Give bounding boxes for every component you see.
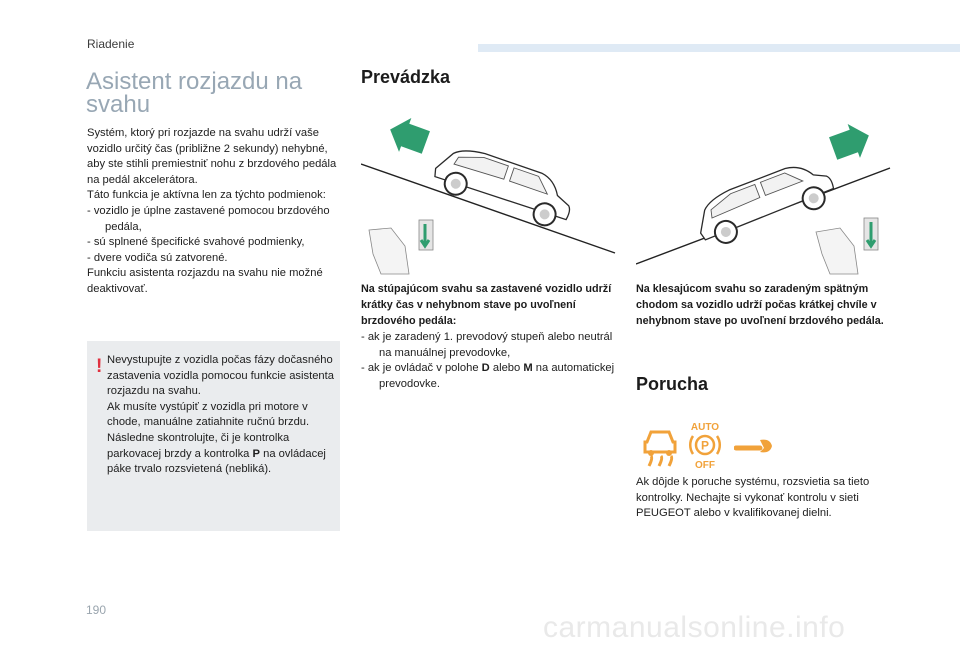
uphill-item: - ak je zaradený 1. prevodový stupeň alebo neutrál na manuálnej prevodovke, [361, 331, 613, 359]
warning-text [107, 353, 335, 478]
p-label: P [700, 438, 710, 453]
uphill-caption: Na stúpajúcom svahu sa zastavené vozidlo udrží krátky čas v nehybnom stave po uvoľnení brzdového pedála: [361, 283, 612, 327]
brake-pedal-icon [369, 220, 433, 274]
warning-line: Ak musíte vystúpiť z vozidla pri motore v chode, manuálne zatiahnite ručnú brzdu. Následne skontrolujte, či je kontrolka parkovacej brzdy a kontrolka P na ovládacej páke trvalo rozsvietená (nebliká). [107, 400, 326, 476]
auto-parking-brake-icon [685, 420, 725, 470]
uphill-item: - ak je ovládač v polohe D alebo M na automatickej prevodovke. [361, 362, 615, 390]
car-icon [690, 155, 839, 251]
intro-text [87, 126, 347, 298]
condition-item: - sú splnené špecifické svahové podmienky, [87, 236, 305, 249]
green-arrow-icon [384, 118, 432, 159]
operation-heading: Prevádzka [361, 67, 451, 87]
service-wrench-icon [734, 436, 774, 456]
car-icon [429, 140, 578, 232]
intro-paragraph: Systém, ktorý pri rozjazde na svahu udrží vaše vozidlo určitý čas (približne 2 sekundy) nehybné, aby ste stihli premiestniť nohu z brzdového pedála na pedál akcelerátora. [87, 127, 337, 186]
warning-line: Nevystupujte z vozidla počas fázy dočasného zastavenia vozidla pomocou funkcie asistenta rozjazdu na svahu. [107, 354, 334, 398]
condition-item: - vozidlo je úplne zastavené pomocou brzdového pedála, [87, 204, 330, 233]
green-arrow-icon [827, 119, 875, 166]
downhill-caption: Na klesajúcom svahu so zaradeným spätným chodom sa vozidlo udrží počas krátkej chvíle v nehybnom stave po uvoľnení brzdového pedála. [636, 283, 884, 327]
header-bar [478, 44, 960, 52]
off-label: OFF [695, 460, 715, 470]
intro-paragraph: Táto funkcia je aktívna len za týchto podmienok: [87, 189, 326, 202]
downhill-car-illustration [636, 118, 892, 278]
watermark: carmanualsonline.info [543, 611, 846, 644]
exclamation-icon: ! [96, 356, 103, 377]
fault-heading: Porucha [636, 374, 709, 394]
section-label: Riadenie [87, 37, 135, 51]
uphill-car-illustration [361, 118, 617, 278]
stability-control-icon [641, 426, 679, 468]
brake-pedal-icon [816, 218, 878, 274]
condition-item: - dvere vodiča sú zatvorené. [87, 251, 228, 264]
intro-paragraph: Funkciu asistenta rozjazdu na svahu nie možné deaktivovať. [87, 267, 323, 295]
page-number: 190 [86, 603, 107, 617]
uphill-list [361, 330, 623, 392]
fault-text: Ak dôjde k poruche systému, rozsvietia sa tieto kontrolky. Nechajte si vykonať kontrolu v sieti PEUGEOT alebo v kvalifikovanej dielni. [636, 476, 870, 520]
page-title: Asistent rozjazdu na svahu [86, 68, 303, 118]
auto-label: AUTO [690, 422, 720, 433]
